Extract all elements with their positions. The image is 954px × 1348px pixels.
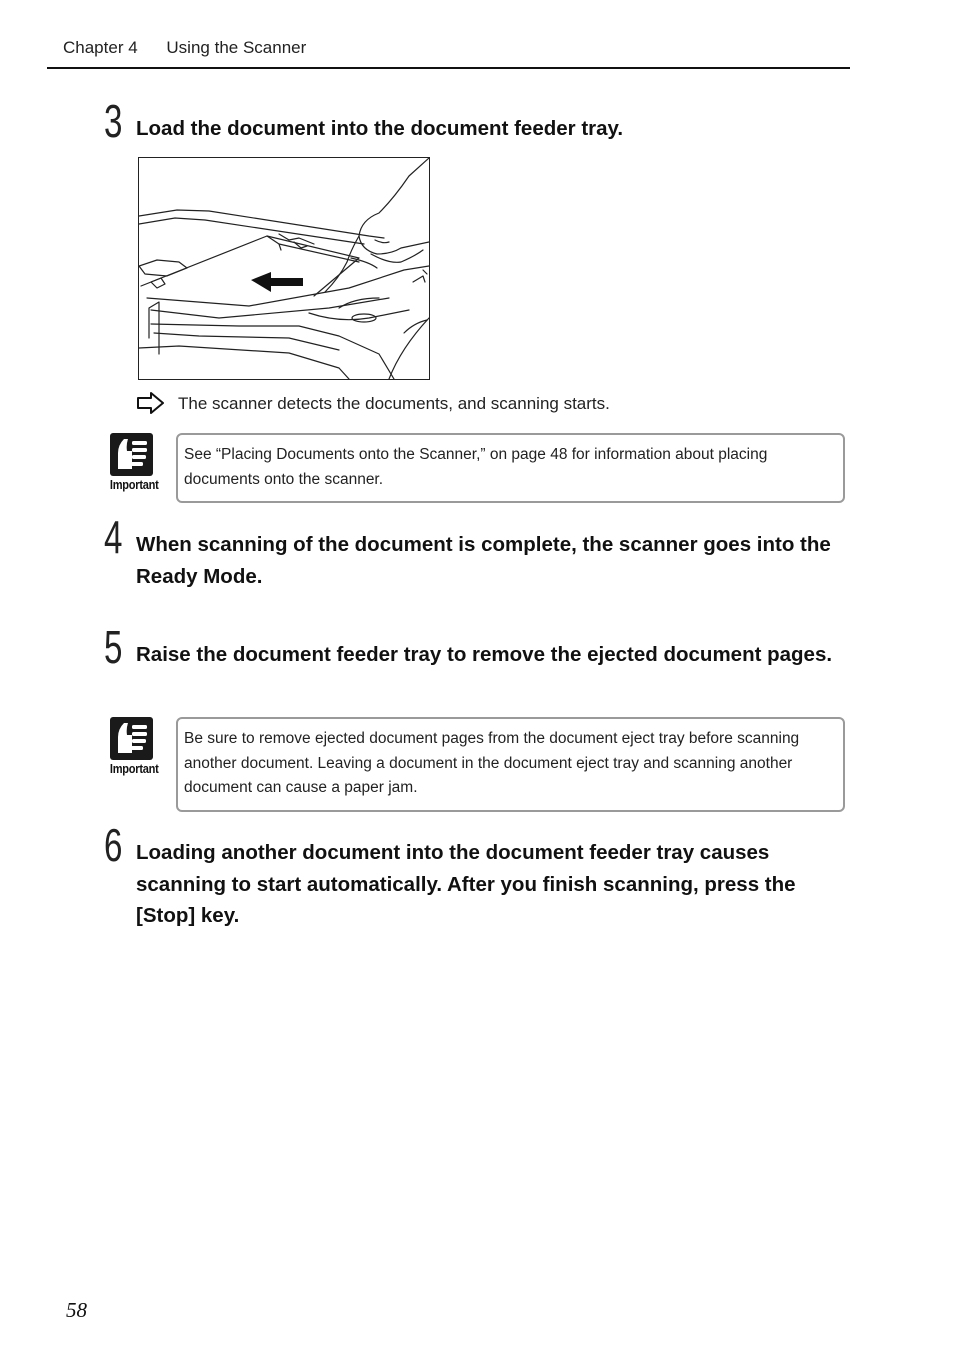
important-hand-icon	[110, 433, 153, 476]
important-note-box	[176, 717, 845, 812]
step-number: 3	[104, 95, 123, 147]
step-number: 4	[104, 511, 123, 563]
step-number: 6	[104, 819, 123, 871]
step-number: 5	[104, 621, 123, 673]
arrow-right-icon	[137, 392, 165, 414]
step-text: Raise the document feeder tray to remove the ejected document pages.	[136, 643, 833, 666]
step-text: When scanning of the document is complete, the scanner goes into the Ready Mode.	[136, 533, 831, 588]
important-label: Important	[109, 477, 159, 492]
important-icon	[106, 433, 158, 495]
step-text: Load the document into the document feeder tray.	[136, 117, 624, 140]
chapter-title: Using the Scanner	[166, 38, 307, 57]
important-hand-icon	[110, 717, 153, 760]
page-header	[63, 38, 306, 58]
step-text: Loading another document into the document feeder tray causes scanning to start automatically. After you finish scanning, press the [Stop] key.	[136, 841, 796, 927]
important-label: Important	[109, 761, 159, 776]
page-number: 58	[66, 1298, 87, 1322]
important-note-text: Be sure to remove ejected document pages from the document eject tray before scanning another document. Leaving a document in the document eject tray and scanning another document can cause a paper jam.	[184, 730, 800, 796]
important-icon	[106, 717, 158, 779]
header-rule	[47, 67, 850, 69]
important-note-text: See “Placing Documents onto the Scanner,” on page 48 for information about placing documents onto the scanner.	[184, 446, 768, 488]
scanner-illustration	[138, 157, 430, 380]
important-note-box	[176, 433, 845, 503]
result-text: The scanner detects the documents, and scanning starts.	[178, 394, 610, 413]
feed-arrow-icon	[251, 272, 303, 292]
chapter-label: Chapter 4	[63, 38, 138, 57]
scanner-feeder-drawing	[139, 158, 429, 379]
